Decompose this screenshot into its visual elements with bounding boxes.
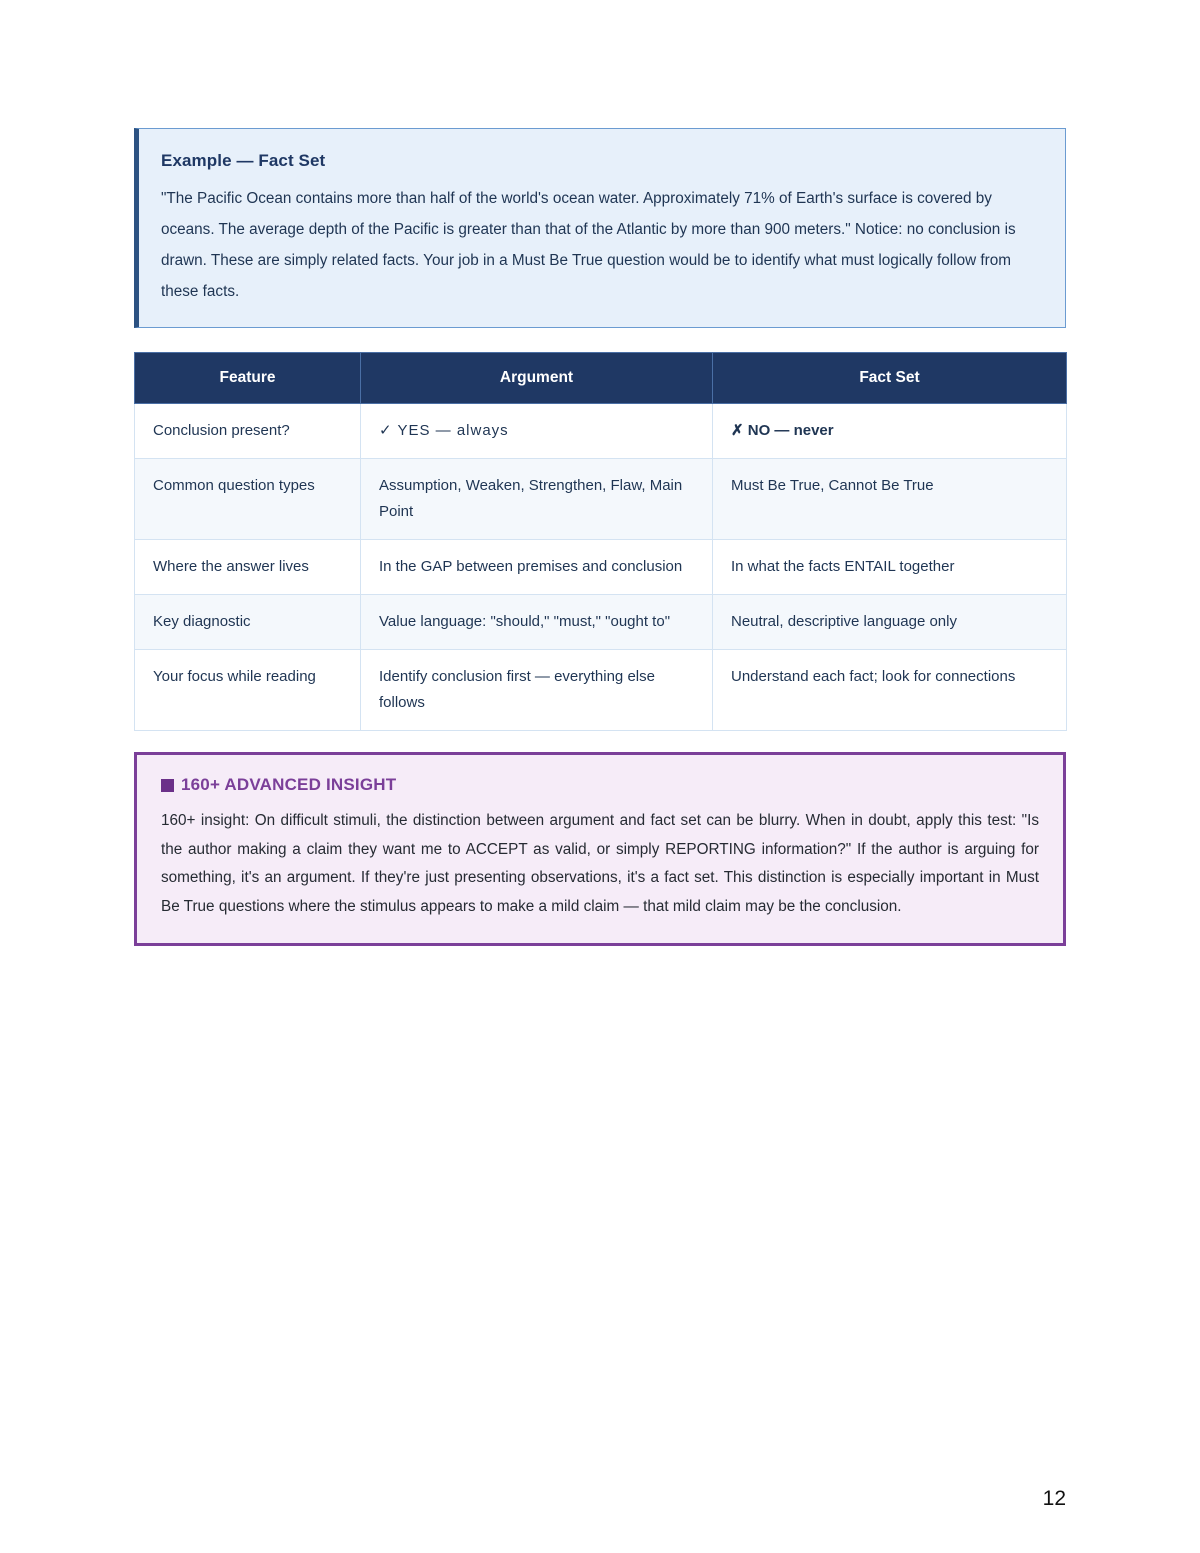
- cell-factset: Understand each fact; look for connections: [713, 650, 1067, 731]
- advanced-insight-callout: [134, 752, 1066, 946]
- cell-argument: Value language: "should," "must," "ought to": [361, 595, 713, 650]
- cell-argument: ✓ YES — always: [361, 404, 713, 459]
- example-callout-body: "The Pacific Ocean contains more than half of the world's ocean water. Approximately 71% of Earth's surface is covered by oceans. The average depth of the Pacific is greater than that of the Atlantic by more than 900 meters." Notice: no conclusion is drawn. These are simply related facts. Your job in a Must Be True question would be to identify what must logically follow from these facts.: [161, 190, 1016, 300]
- table-row: [135, 650, 1067, 731]
- cell-factset: ✗ NO — never: [713, 404, 1067, 459]
- cell-argument: In the GAP between premises and conclusion: [361, 540, 713, 595]
- table-row: [135, 404, 1067, 459]
- advanced-insight-title-row: [161, 775, 1039, 795]
- example-callout: [134, 128, 1066, 328]
- advanced-insight-body: 160+ insight: On difficult stimuli, the distinction between argument and fact set can be blurry. When in doubt, apply this test: "Is the author making a claim they want me to ACCEPT as valid, or simply REPORTING information?" If the author is arguing for something, it's an argument. If they're just presenting observations, it's a fact set. This distinction is especially important in Must Be True questions where the stimulus appears to make a mild claim — that mild claim may be the conclusion.: [161, 812, 1039, 915]
- table-row: [135, 540, 1067, 595]
- cell-factset: Neutral, descriptive language only: [713, 595, 1067, 650]
- table-head: [135, 353, 1067, 404]
- table-header-argument: Argument: [361, 353, 713, 404]
- cell-factset: In what the facts ENTAIL together: [713, 540, 1067, 595]
- table-row: [135, 595, 1067, 650]
- cell-feature: Where the answer lives: [135, 540, 361, 595]
- example-callout-title: Example — Fact Set: [161, 151, 326, 170]
- page-number: 12: [1042, 1487, 1066, 1510]
- cell-feature: Conclusion present?: [135, 404, 361, 459]
- argument-vs-factset-table: [134, 352, 1067, 731]
- filled-square-icon: [161, 779, 174, 792]
- table-header-factset: Fact Set: [713, 353, 1067, 404]
- table-header-feature: Feature: [135, 353, 361, 404]
- table-body: [135, 404, 1067, 731]
- table-row: [135, 459, 1067, 540]
- cell-argument: Identify conclusion first — everything else follows: [361, 650, 713, 731]
- cell-feature: Your focus while reading: [135, 650, 361, 731]
- table-header-row: [135, 353, 1067, 404]
- cell-feature: Key diagnostic: [135, 595, 361, 650]
- cell-argument: Assumption, Weaken, Strengthen, Flaw, Main Point: [361, 459, 713, 540]
- advanced-insight-title: 160+ ADVANCED INSIGHT: [181, 775, 397, 794]
- cell-factset: Must Be True, Cannot Be True: [713, 459, 1067, 540]
- cell-feature: Common question types: [135, 459, 361, 540]
